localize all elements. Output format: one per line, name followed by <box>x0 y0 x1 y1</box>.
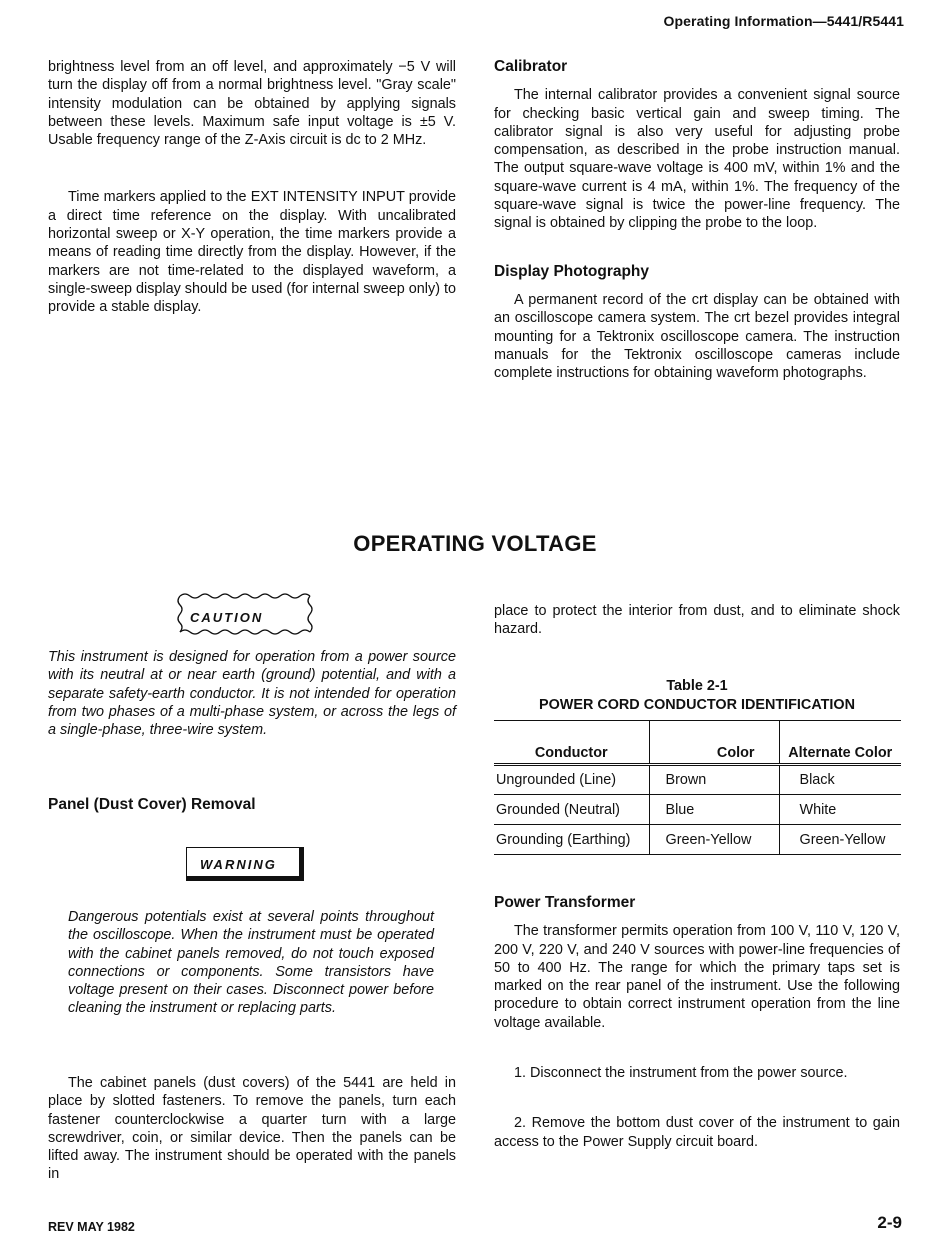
cell-color: Green-Yellow <box>649 825 779 855</box>
caution-text: This instrument is designed for operation from a power source with its neutral at or near earth (ground) potential, and with a separate safety-earth conductor. It is not intended for operation from two phases of a multi-phase system, or across the legs of a single-phase, three-wire system. <box>48 649 456 739</box>
panel-removal-body: The cabinet panels (dust covers) of the 5441 are held in place by slotted fasteners. To remove the panels, turn each fastener counterclockwise a quarter turn with a large screwdriver, coin, or similar device. Then the panels can be lifted away. The instrument should be operated with the panels in <box>48 1075 456 1183</box>
warning-text: Dangerous potentials exist at several points throughout the oscilloscope. When the instrument must be operated with the cabinet panels removed, do not touch exposed connections or components. Some transistors have voltage present on their cases. Disconnect power before cleaning the instrument or replacing parts. <box>68 909 434 1017</box>
cell-color: Brown <box>649 765 779 795</box>
table-row <box>494 825 901 855</box>
warning-label-box <box>186 847 310 887</box>
procedure-step-1: 1. Disconnect the instrument from the power source. <box>514 1065 848 1082</box>
power-transformer-heading: Power Transformer <box>494 894 636 911</box>
power-transformer-body: The transformer permits operation from 100 V, 110 V, 120 V, 200 V, 220 V, and 240 V sources with power-line frequencies of 50 to 400 Hz. The range for which the primary taps set is marked on the rear panel of the instrument. Use the following procedure to obtain correct instrument operation from the line voltage available. <box>494 923 900 1031</box>
header-alternate-color: Alternate Color <box>779 721 901 765</box>
table-row <box>494 795 901 825</box>
header-conductor: Conductor <box>534 745 608 761</box>
table-header-row <box>494 721 901 765</box>
cell-alternate-color: Green-Yellow <box>779 825 901 855</box>
running-header: Operating Information—5441/R5441 <box>663 13 904 29</box>
cell-alternate-color: White <box>779 795 901 825</box>
power-transformer-section <box>494 894 900 1151</box>
cell-conductor: Ungrounded (Line) <box>496 772 617 788</box>
table-row <box>494 765 901 795</box>
cell-alternate-color: Black <box>779 765 901 795</box>
table-number: Table 2-1 <box>666 678 728 694</box>
cell-conductor: Grounding (Earthing) <box>496 831 631 848</box>
section-title: OPERATING VOLTAGE <box>353 531 597 556</box>
calibrator-body: The internal calibrator provides a convenient signal source for checking basic vertical gain and sweep timing. The calibrator signal is also very useful for adjusting probe compensation, as described in the probe instruction manual. The output square-wave voltage is 400 mV, within 1% and the square-wave current is 4 mA, within 1%. The frequency of the square-wave signal is twice the power-line frequency. The signal is obtained by clipping the probe to the loop. <box>494 87 900 232</box>
power-cord-table <box>494 720 901 855</box>
paragraph-time-markers: Time markers applied to the EXT INTENSITY INPUT provide a direct time reference on the display. With uncalibrated horizontal sweep or X-Y operation, the time markers provide a means of reading time directly from the display. However, if the markers are not time-related to the displayed waveform, a single-sweep display should be used (for internal sweep only) to provide a stable display. <box>48 189 456 316</box>
revision-date: REV MAY 1982 <box>48 1220 135 1234</box>
left-top-column <box>48 58 456 317</box>
panel-removal-heading: Panel (Dust Cover) Removal <box>48 796 256 813</box>
display-photography-heading: Display Photography <box>494 262 650 280</box>
page-number: 2-9 <box>877 1213 902 1232</box>
display-photography-body: A permanent record of the crt display can be obtained with an oscilloscope camera system. The crt bezel provides integral mounting for a Tektronix oscilloscope camera. The instruction manuals for the Tektronix oscilloscope cameras include complete instructions for obtaining waveform photographs. <box>494 291 900 382</box>
header-color: Color <box>649 721 779 765</box>
cell-color: Blue <box>649 795 779 825</box>
panel-removal-continuation: place to protect the interior from dust, and to eliminate shock hazard. <box>494 603 900 638</box>
paragraph-z-axis: brightness level from an off level, and approximately −5 V will turn the display off from a normal brightness level. "Gray scale" intensity modulation can be obtained by applying signals between these levels. Maximum safe input voltage is ±5 V. Usable frequency range of the Z-Axis circuit is dc to 2 MHz. <box>48 59 456 149</box>
calibrator-section <box>494 58 900 382</box>
warning-label: WARNING <box>200 857 277 872</box>
procedure-step-2: 2. Remove the bottom dust cover of the instrument to gain access to the Power Supply circuit board. <box>494 1115 900 1150</box>
caution-label: CAUTION <box>190 610 264 625</box>
table-title: POWER CORD CONDUCTOR IDENTIFICATION <box>538 697 856 713</box>
cell-conductor: Grounded (Neutral) <box>496 801 620 818</box>
calibrator-heading: Calibrator <box>494 58 568 75</box>
caution-label-box <box>174 590 320 638</box>
